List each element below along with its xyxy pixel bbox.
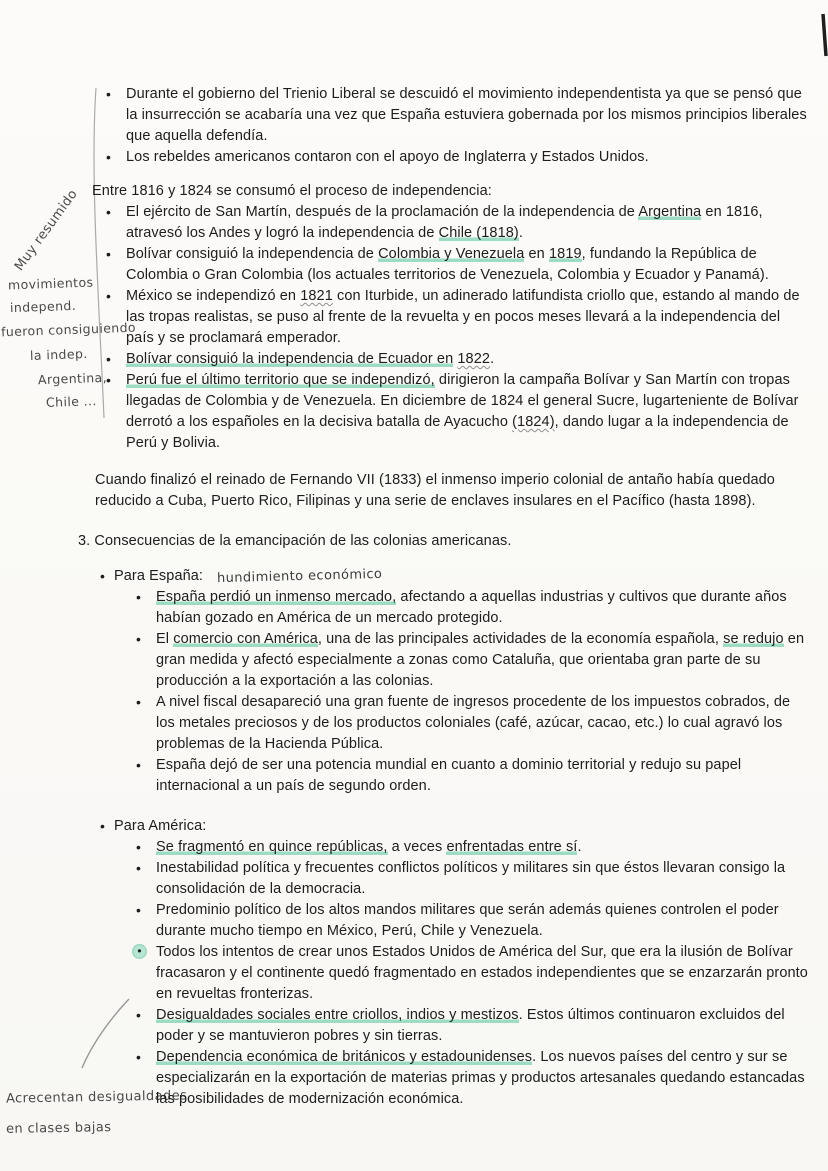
process-heading: Entre 1816 y 1824 se consumó el proceso de independencia:	[92, 183, 492, 199]
list-item-text: Los rebeldes americanos contaron con el apoyo de Inglaterra y Estados Unidos.	[126, 149, 649, 165]
margin-note-line: independ.	[9, 297, 77, 316]
list-item-text: Dependencia económica de británicos y estadounidenses. Los nuevos países del centro y sur se especializarán en la exportación de materias primas y productos artesanales quedando estancadas las posibilidades de modernización económica.	[156, 1049, 805, 1107]
list-item-text: Durante el gobierno del Trienio Liberal se descuidó el movimiento independentista ya que se pensó que la insurrección se acabaría una vez que España estuviera gobernada por los mismos principios liberales que aquella defendía.	[126, 86, 807, 144]
america-label-row	[100, 816, 810, 837]
list-item	[135, 692, 810, 755]
list-item-text: Todos los intentos de crear unos Estados Unidos de América del Sur, que era la ilusión de Bolívar fracasaron y el continente quedó fragmentado en estados independientes que se enzarzarán pronto en revueltas fronterizas.	[156, 944, 808, 1002]
closing-paragraph: Cuando finalizó el reinado de Fernando VII (1833) el inmenso imperio colonial de antaño había quedado reducido a Cuba, Puerto Rico, Filipinas y una serie de enclaves insulares en el Pacífico (hasta 1898).	[95, 472, 775, 509]
list-item-text: Perú fue el último territorio que se independizó, dirigieron la campaña Bolívar y San Martín con tropas llegadas de Colombia y de Venezuela. En diciembre de 1824 el general Sucre, lugarteniente de Bolívar derrotó a los españoles en la decisiva batalla de Ayacucho (1824), dando lugar a la independencia de Perú y Bolivia.	[126, 372, 799, 451]
america-label: Para América:	[114, 818, 207, 834]
list-item	[105, 147, 810, 168]
spain-label-row	[100, 566, 810, 587]
list-item-text: España dejó de ser una potencia mundial en cuanto a dominio territorial y redujo su papel internacional a un país de segundo orden.	[156, 757, 742, 794]
spain-label: Para España:	[114, 568, 204, 584]
list-item	[135, 755, 810, 797]
list-item-text: El ejército de San Martín, después de la proclamación de la independencia de Argentina en 1816, atravesó los Andes y logró la independencia de Chile (1818).	[126, 204, 763, 241]
list-item-text: México se independizó en 1821 con Iturbide, un adinerado latifundista criollo que, estando al mando de las tropas realistas, se puso al frente de la revuelta y en pocos meses llevará a la independencia del país y se proclamará emperador.	[126, 288, 800, 346]
list-item	[135, 858, 810, 900]
margin-note-line: la indep.	[29, 345, 88, 364]
list-item	[135, 900, 810, 942]
margin-note-line: Chile ...	[45, 393, 98, 410]
list-item-text: El comercio con América, una de las principales actividades de la economía española, se redujo en gran medida y afectó especialmente a zonas como Cataluña, que orientaba gran parte de su producción a la exportación a las colonias.	[156, 631, 805, 689]
list-item	[135, 1005, 810, 1047]
list-item	[105, 370, 810, 454]
bullet-icon	[100, 566, 105, 587]
list-item-text: Desigualdades sociales entre criollos, indios y mestizos. Estos últimos continuaron excluidos del poder y se mantuvieron pobres y sin tierras.	[156, 1007, 785, 1044]
list-item-text: Se fragmentó en quince repúblicas, a veces enfrentadas entre sí.	[156, 839, 582, 855]
list-item	[135, 629, 810, 692]
list-item	[105, 202, 810, 244]
section-3-title: 3. Consecuencias de la emancipación de las colonias americanas.	[78, 533, 512, 549]
list-item-text: España perdió un inmenso mercado, afectando a aquellas industrias y cultivos que durante años habían gozado en América de un mercado protegido.	[156, 589, 787, 626]
list-item	[135, 837, 810, 858]
scan-edge-mark	[823, 14, 826, 56]
list-item-text: Inestabilidad política y frecuentes conflictos políticos y militares sin que éstos llevaran consigo la consolidación de la democracia.	[156, 860, 786, 897]
bottom-note-line-2: en clases bajas	[5, 1120, 112, 1137]
list-item	[105, 349, 810, 370]
document-body	[78, 84, 810, 1110]
list-item	[105, 244, 810, 286]
list-item-text: Bolívar consiguió la independencia de Colombia y Venezuela en 1819, fundando la República de Colombia o Gran Colombia (los actuales territorios de Venezuela, Colombia y Ecuador y Panamá).	[126, 246, 769, 283]
list-item	[135, 942, 810, 1005]
bullet-icon	[100, 816, 105, 837]
list-item	[135, 1047, 810, 1110]
independence-process-list	[105, 202, 810, 454]
list-item	[135, 587, 810, 629]
spain-consequences-list	[135, 587, 810, 797]
margin-note-line: Argentina,	[37, 369, 108, 388]
list-item-text: Predominio político de los altos mandos militares que serán además quienes controlen el poder durante mucho tiempo en México, Perú, Chile y Venezuela.	[156, 902, 779, 939]
list-item	[105, 84, 810, 147]
margin-note-line: movimientos	[7, 274, 94, 293]
handwritten-annotation-hundimiento: hundimiento económico	[216, 566, 383, 587]
intro-bullet-list	[105, 84, 810, 168]
margin-note-muy-resumido: Muy resumido	[11, 186, 81, 274]
list-item-text: Bolívar consiguió la independencia de Ecuador en 1822.	[126, 351, 495, 367]
margin-note-line: fueron consiguiendo	[0, 319, 137, 340]
bottom-note-line-1: Acrecentan desigualdades	[5, 1088, 188, 1107]
list-item	[105, 286, 810, 349]
list-item-text: A nivel fiscal desapareció una gran fuente de ingresos procedente de los impuestos cobrados, de los metales preciosos y de los productos coloniales (café, azúcar, cacao, etc.) lo cual agravó los problemas de la Hacienda Pública.	[156, 694, 791, 752]
america-consequences-list	[135, 837, 810, 1110]
